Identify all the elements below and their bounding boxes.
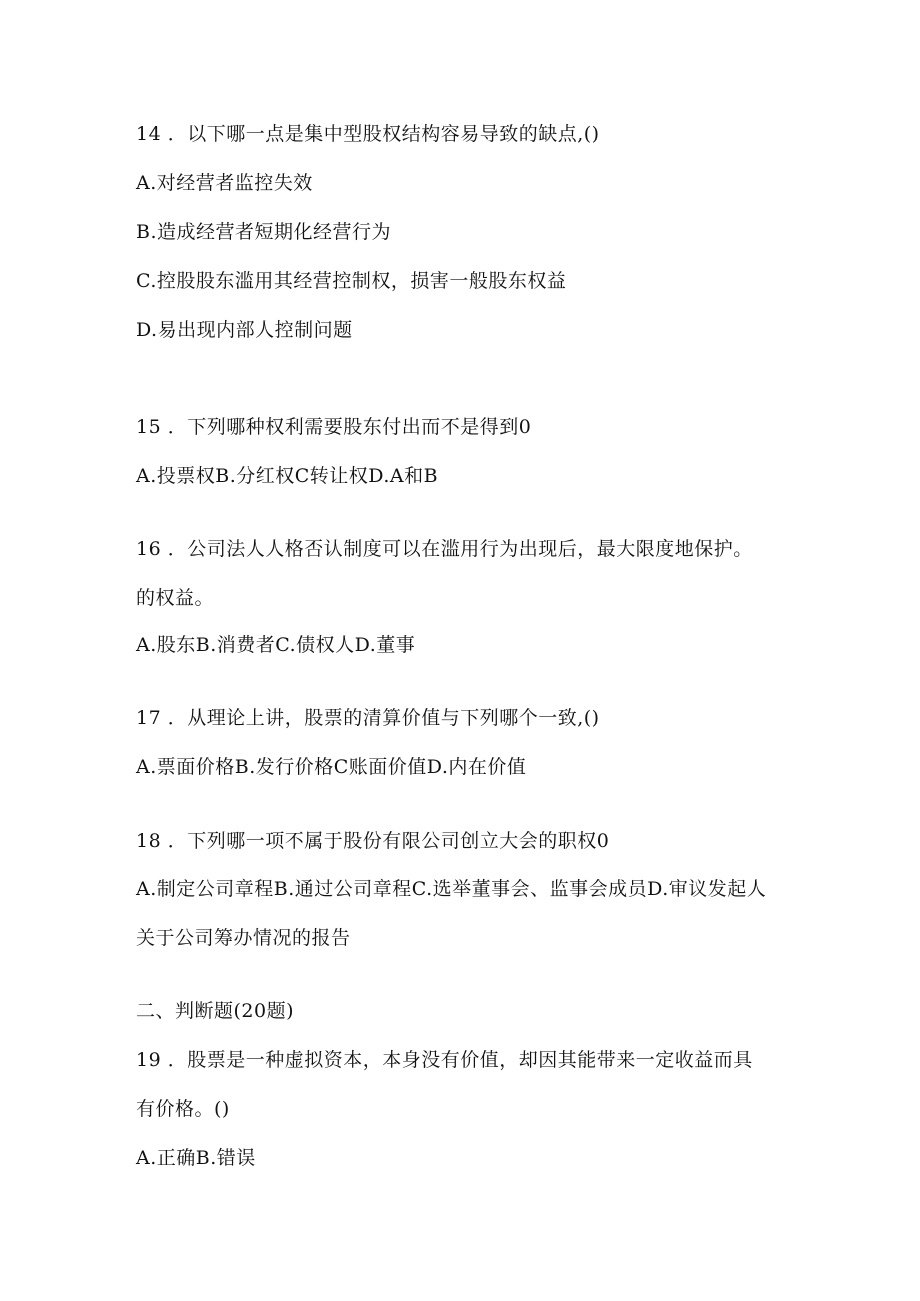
question-14-option-a: A.对经营者监控失效 [136, 172, 313, 194]
question-19-options: A.正确B.错误 [136, 1147, 256, 1169]
question-18-options: A.制定公司章程B.通过公司章程C.选举董事会、监事会成员D.审议发起人 [136, 878, 767, 900]
question-14-option-b: B.造成经营者短期化经营行为 [136, 221, 392, 243]
question-18-options-continued: 关于公司筹办情况的报告 [136, 927, 351, 949]
question-19-stem-continued: 有价格。() [136, 1098, 230, 1120]
question-15-stem: 15 ．下列哪种权利需要股东付出而不是得到0 [136, 416, 532, 438]
section-heading: 二、判断题(20题) [136, 1000, 295, 1022]
question-14-option-c: C.控股股东滥用其经营控制权，损害一般股东权益 [136, 270, 567, 292]
question-17-options: A.票面价格B.发行价格C账面价值D.内在价值 [136, 756, 527, 778]
question-18-stem: 18 ．下列哪一项不属于股份有限公司创立大会的职权0 [136, 830, 610, 852]
question-17-stem: 17 ．从理论上讲，股票的清算价值与下列哪个一致,() [136, 707, 600, 729]
question-19-stem: 19 ．股票是一种虚拟资本，本身没有价值，却因其能带来一定收益而具 [136, 1049, 753, 1071]
question-14-stem: 14 ．以下哪一点是集中型股权结构容易导致的缺点,() [136, 123, 600, 145]
question-16-stem: 16 ．公司法人人格否认制度可以在滥用行为出现后，最大限度地保护。 [136, 538, 753, 560]
question-14-option-d: D.易出现内部人控制问题 [136, 319, 353, 341]
question-15-options: A.投票权B.分红权C转让权D.A和B [136, 465, 439, 487]
question-16-options: A.股东B.消费者C.债权人D.董事 [136, 634, 416, 656]
question-16-stem-continued: 的权益。 [136, 587, 215, 609]
